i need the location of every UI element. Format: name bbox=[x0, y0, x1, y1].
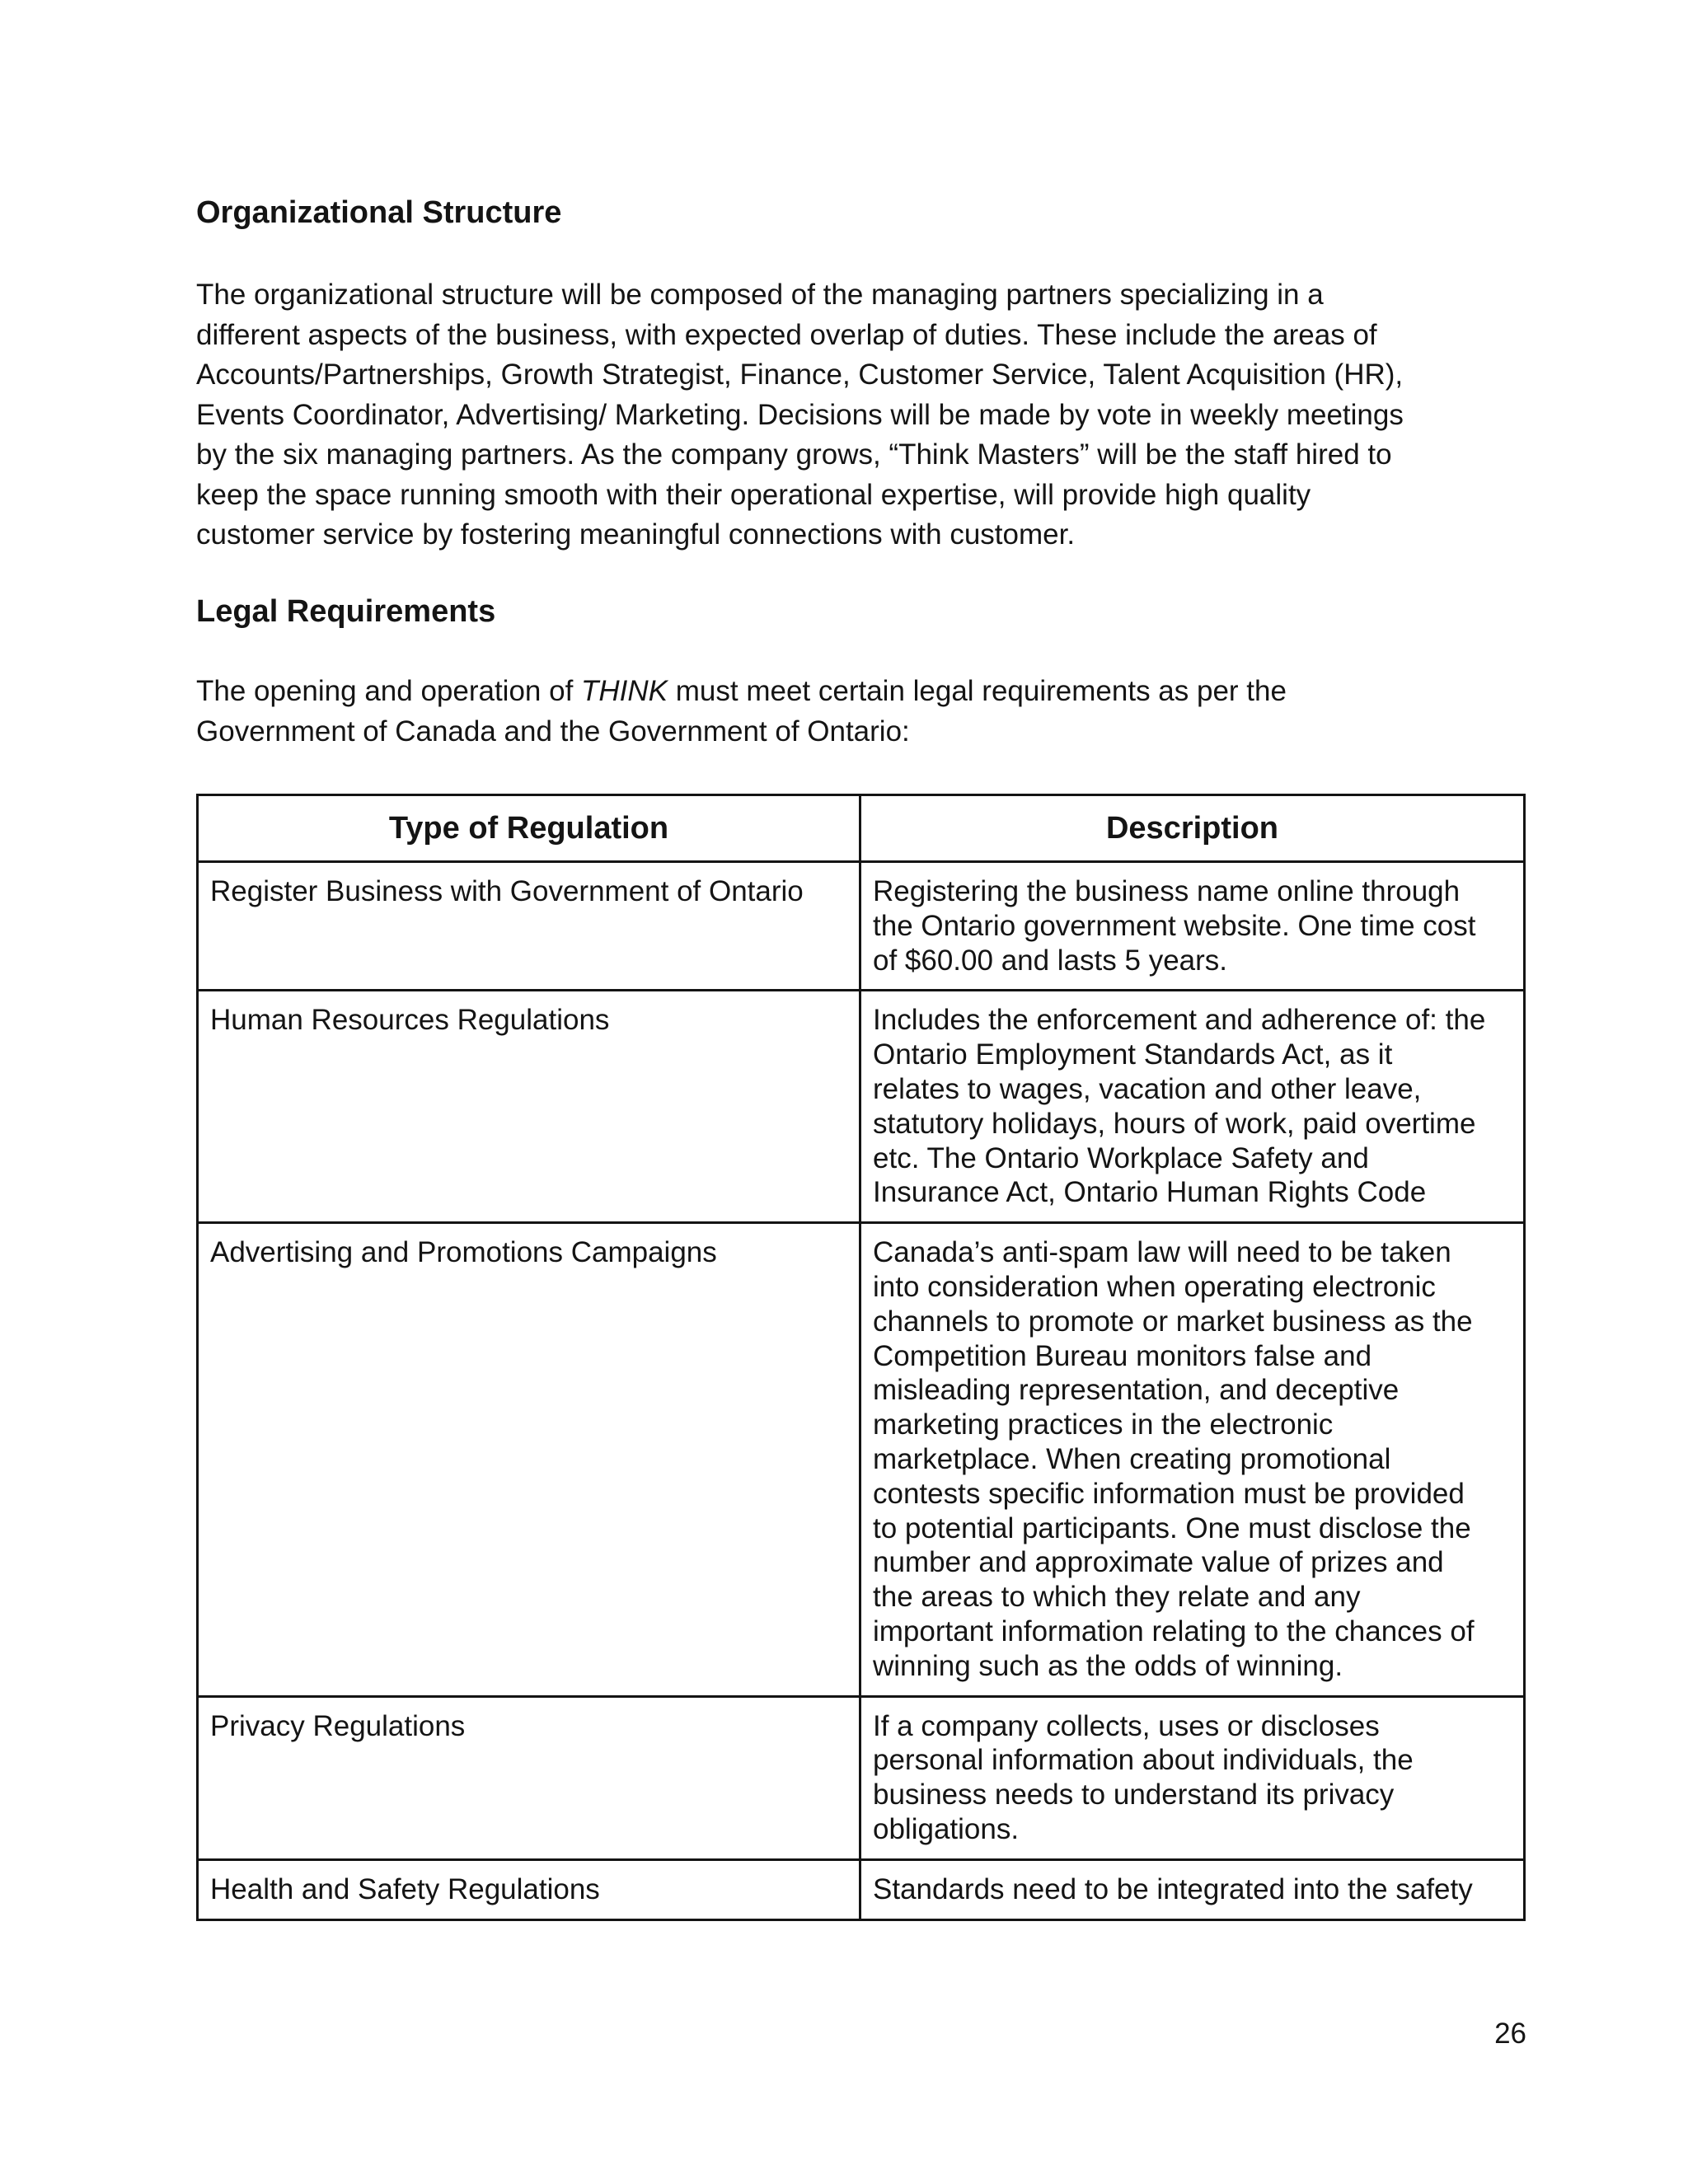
description-line: Insurance Act, Ontario Human Rights Code bbox=[873, 1176, 1427, 1209]
regulation-type-cell: Register Business with Government of Ontario bbox=[198, 862, 860, 991]
description-line: obligations. bbox=[873, 1812, 1020, 1845]
description-line: statutory holidays, hours of work, paid overtime bbox=[873, 1107, 1476, 1140]
regulation-description-cell bbox=[860, 862, 1525, 991]
regulation-description-cell bbox=[860, 991, 1525, 1223]
regulation-description-cell bbox=[860, 1859, 1525, 1919]
description-line: Registering the business name online through bbox=[873, 875, 1461, 907]
description-line: the areas to which they relate and any bbox=[873, 1581, 1361, 1614]
description-line: the Ontario government website. One time cost bbox=[873, 909, 1476, 942]
description-line: If a company collects, uses or discloses bbox=[873, 1709, 1380, 1742]
table-row bbox=[198, 1223, 1525, 1696]
description-line: Standards need to be integrated into the safety bbox=[873, 1872, 1473, 1905]
description-line: of $60.00 and lasts 5 years. bbox=[873, 944, 1227, 977]
intro-text-after: must meet certain legal requirements as per the bbox=[668, 675, 1287, 707]
table-row bbox=[198, 991, 1525, 1223]
paragraph-line bbox=[196, 672, 1482, 712]
regulation-type-cell: Advertising and Promotions Campaigns bbox=[198, 1223, 860, 1696]
paragraph-line: Government of Canada and the Government of Ontario: bbox=[196, 715, 910, 748]
table-row bbox=[198, 1859, 1525, 1919]
page-number: 26 bbox=[1494, 2018, 1526, 2050]
description-line: Competition Bureau monitors false and bbox=[873, 1339, 1372, 1372]
paragraph-line: customer service by fostering meaningful connections with customer. bbox=[196, 518, 1076, 551]
org-structure-heading: Organizational Structure bbox=[196, 195, 562, 230]
description-line: etc. The Ontario Workplace Safety and bbox=[873, 1141, 1369, 1174]
description-line: winning such as the odds of winning. bbox=[873, 1649, 1343, 1682]
description-line: marketing practices in the electronic bbox=[873, 1408, 1334, 1441]
regulation-type-cell: Human Resources Regulations bbox=[198, 991, 860, 1223]
description-line: into consideration when operating electronic bbox=[873, 1270, 1436, 1303]
regulation-type-cell: Health and Safety Regulations bbox=[198, 1859, 860, 1919]
intro-text-before: The opening and operation of bbox=[196, 675, 582, 707]
column-header-type: Type of Regulation bbox=[198, 795, 860, 862]
paragraph-line: by the six managing partners. As the company grows, “Think Masters” will be the staff hired to bbox=[196, 438, 1392, 471]
description-line: channels to promote or market business as the bbox=[873, 1305, 1473, 1338]
regulation-type-cell: Privacy Regulations bbox=[198, 1696, 860, 1859]
description-line: important information relating to the chances of bbox=[873, 1615, 1475, 1647]
description-line: Includes the enforcement and adherence of: the bbox=[873, 1004, 1486, 1037]
description-line: relates to wages, vacation and other leave, bbox=[873, 1072, 1422, 1105]
description-line: number and approximate value of prizes and bbox=[873, 1546, 1444, 1579]
org-structure-paragraph bbox=[196, 275, 1482, 555]
column-header-description: Description bbox=[860, 795, 1525, 862]
description-line: marketplace. When creating promotional bbox=[873, 1442, 1391, 1475]
regulation-description-cell bbox=[860, 1696, 1525, 1859]
regulations-table bbox=[196, 794, 1526, 1921]
description-line: business needs to understand its privacy bbox=[873, 1779, 1395, 1811]
legal-intro-paragraph bbox=[196, 672, 1482, 752]
description-line: contests specific information must be provided bbox=[873, 1477, 1465, 1510]
description-line: Canada’s anti-spam law will need to be taken bbox=[873, 1236, 1451, 1269]
legal-requirements-heading: Legal Requirements bbox=[196, 594, 496, 629]
description-line: to potential participants. One must disclose the bbox=[873, 1511, 1471, 1544]
paragraph-line: keep the space running smooth with their operational expertise, will provide high quality bbox=[196, 478, 1311, 511]
description-line: misleading representation, and deceptive bbox=[873, 1374, 1400, 1407]
table-row bbox=[198, 862, 1525, 991]
paragraph-line: The organizational structure will be composed of the managing partners specializing in a bbox=[196, 279, 1324, 311]
paragraph-line: Accounts/Partnerships, Growth Strategist, Finance, Customer Service, Talent Acquisition (HR), bbox=[196, 359, 1404, 391]
regulation-description-cell bbox=[860, 1223, 1525, 1696]
description-line: Ontario Employment Standards Act, as it bbox=[873, 1038, 1393, 1071]
table-header-row bbox=[198, 795, 1525, 862]
brand-name-think: THINK bbox=[581, 675, 668, 707]
paragraph-line: different aspects of the business, with expected overlap of duties. These include the areas of bbox=[196, 318, 1377, 351]
description-line: personal information about individuals, the bbox=[873, 1744, 1414, 1777]
table-row bbox=[198, 1696, 1525, 1859]
paragraph-line: Events Coordinator, Advertising/ Marketing. Decisions will be made by vote in weekly meetings bbox=[196, 398, 1404, 431]
